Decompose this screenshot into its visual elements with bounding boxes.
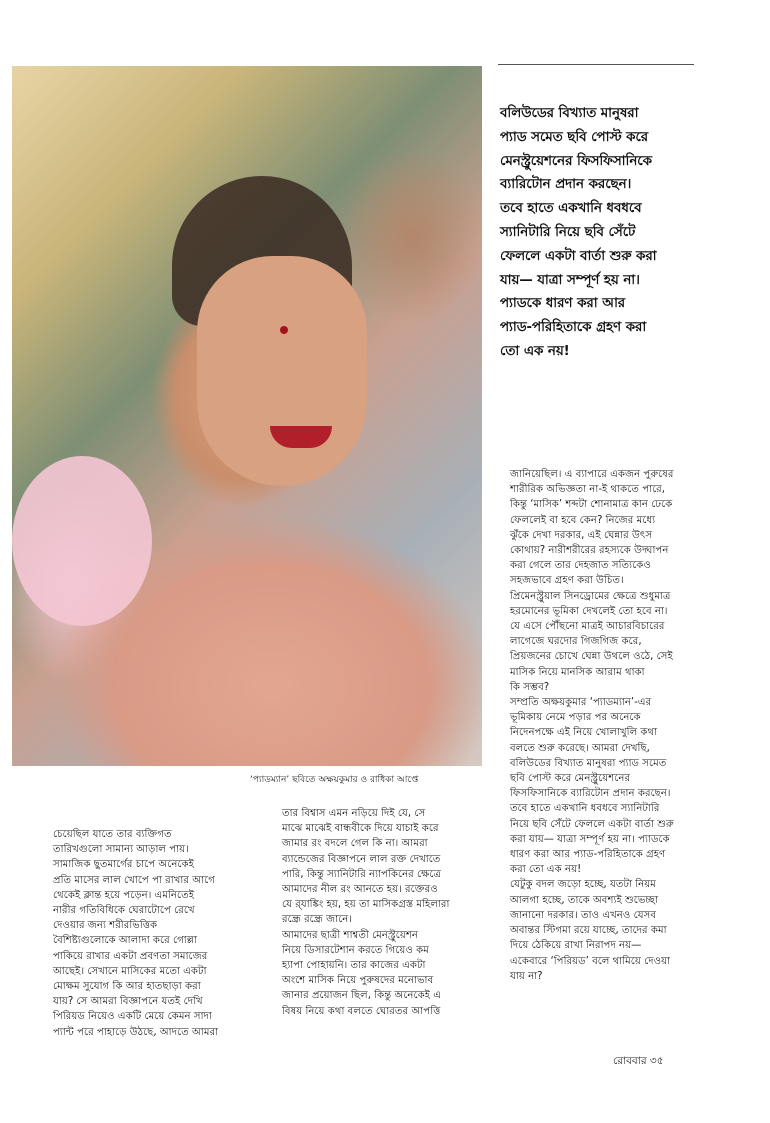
- pull-quote-line: তো এক নয়!: [500, 343, 570, 359]
- column-2-line: পারি, কিন্তু স্যানিটারি ন্যাপকিনের ক্ষেত্রে: [282, 868, 441, 880]
- column-3-line: করা তো এক নয়!: [510, 864, 582, 876]
- pull-quote-line: স্যানিটারি নিয়ে ছবি সেঁটে: [500, 224, 636, 240]
- column-1-line: আছেই। সেখানে মাসিকের মতো একটা: [53, 965, 207, 977]
- column-3-line: সম্প্রতি অক্ষয়কুমার ‘প্যাডম্যান’-এর: [510, 697, 652, 709]
- column-2-line: অংশে মাসিক নিয়ে পুরুষদের মনোভাব: [282, 975, 434, 987]
- pull-quote-line: ফেললে একটা বার্তা শুরু করা: [500, 248, 657, 264]
- column-3-line: হরমোনের ভূমিকা দেখলেই তো হবে না।: [510, 605, 668, 617]
- column-2-line: হ্যাপা পোহায়নি। তার কাজের একটা: [282, 960, 426, 972]
- column-1-line: যায়? সে আমরা বিজ্ঞাপনে যতই দেখি: [53, 996, 203, 1008]
- article-column-1: [53, 827, 273, 1040]
- column-1-line: মোক্ষম সুযোগ কি আর হাতছাড়া করা: [53, 981, 201, 993]
- column-2-line: জামার রং বদলে গেল কি না। আমরা: [282, 838, 428, 850]
- column-3-line: সহজভাবে গ্রহণ করা উচিত।: [510, 575, 624, 587]
- column-3-line: তবে হাতে একখানি ধবধবে স্যানিটারি: [510, 803, 660, 815]
- column-3-line: শারীরিক অভিজ্ঞতা না-ই থাকতে পারে,: [510, 484, 666, 496]
- article-column-2: [282, 806, 497, 1019]
- cotton-candy-shape: [12, 456, 152, 626]
- column-3-line: দিয়ে ঠেকিয়ে রাখা নিরাপদ নয়—: [510, 940, 642, 952]
- column-3-line: প্রিয়জনের চোখে ঘেন্না উথলে ওঠে, সেই: [510, 651, 673, 663]
- article-column-3: [510, 467, 722, 984]
- column-1-line: পিরিয়ড নিয়েও একটি মেয়ে কেমন সাদা: [53, 1011, 212, 1023]
- photo-caption: ‘প্যাডম্যান’ ছবিতে অক্ষয়কুমার ও রাধিকা আপ্তে: [250, 775, 419, 785]
- pull-quote-line: প্যাডকে ধারণ করা আর: [500, 296, 626, 312]
- column-1-line: চেয়েছিল যাতে তার ব্যক্তিগত: [53, 829, 172, 840]
- column-3-line: যায় না?: [510, 970, 543, 982]
- column-3-line: কি সম্ভব?: [510, 681, 550, 693]
- column-3-line: অবান্তর স্টিগমা রয়ে যাচ্ছে, তাদের কমা: [510, 925, 667, 937]
- column-1-line: প্রতি মাসের লাল খোপে পা রাখার আগে: [53, 874, 215, 886]
- column-3-line: লাগেজে ঘরদোর গিজগিজ করে,: [510, 636, 642, 648]
- pull-quote-line: প্যাড সমেত ছবি পোস্ট করে: [500, 129, 649, 145]
- bindi-shape: [280, 326, 288, 334]
- column-3-line: একেবারে ‘পিরিয়ড’ বলে থামিয়ে দেওয়া: [510, 955, 671, 967]
- column-1-line: নারীর গতিবিধিকে ঘেরাটোপে রেখে: [53, 905, 195, 917]
- column-2-line: রন্ধ্রে রন্ধ্রে জানে।: [282, 914, 353, 926]
- pull-quote-line: তবে হাতে একখানি ধবধবে: [500, 201, 642, 217]
- column-1-line: প্যান্ট পরে পাহাড়ে উঠছে, আদতে আমরা: [53, 1026, 219, 1038]
- column-2-line: জানার প্রয়োজন ছিল, কিন্তু অনেকেই এ: [282, 990, 441, 1002]
- column-1-line: দেওয়ার জন্য শরীরভিত্তিক: [53, 920, 158, 932]
- column-3-line: ঝুঁকে দেখা দরকার, এই ঘেন্নার উৎস: [510, 529, 653, 541]
- column-3-line: আলগা হচ্ছে, তাকে অবশ্যই শুভেচ্ছা: [510, 894, 659, 906]
- column-3-line: প্রিমেনস্ট্রুয়াল সিনড্রোমের ক্ষেত্রে শুধুমাত্র: [510, 590, 671, 602]
- pull-quote-rule: [498, 64, 694, 65]
- column-3-line: কোথায়? নারীশরীরের রহস্যকে উদ্ঘাপন: [510, 545, 669, 557]
- column-3-line: জানিয়েছিল। এ ব্যাপারে একজন পুরুষের: [510, 469, 674, 480]
- column-3-line: করা যায়— যাত্রা সম্পূর্ণ হয় না। প্যাডকে: [510, 833, 670, 845]
- column-1-line: তারিখগুলো সামান্য আড়াল পায়।: [53, 844, 189, 856]
- column-2-line: আমাদের নীল রং আনতে হয়। রক্তেরও: [282, 884, 438, 896]
- column-2-line: বিষয় নিয়ে কথা বলতে ঘোরতর আপত্তি: [282, 1005, 441, 1017]
- column-2-line: আমাদের ছাত্রী শাশ্বতী মেনস্ট্রুয়েশন: [282, 929, 418, 941]
- column-2-line: যে র্‍যাঙ্কিং হয়, হয় তা মাসিকগ্রস্ত মহিলারা: [282, 899, 450, 911]
- column-3-line: ভূমিকায় নেমে পড়ার পর অনেকে: [510, 712, 641, 724]
- column-3-line: জানানো দরকার। তাও এখনও যেসব: [510, 909, 656, 921]
- pull-quote-line: প্যাড-পরিহিতাকে গ্রহণ করা: [500, 320, 647, 336]
- page-footer: রোববার ৩৫: [613, 1055, 664, 1067]
- column-3-line: নিয়ে ছবি সেঁটে ফেললে একটা বার্তা শুরু: [510, 818, 674, 830]
- column-3-line: ধারণ করা আর প্যাড-পরিহিতাকে গ্রহণ: [510, 849, 666, 861]
- column-1-line: পাকিয়ে রাখার একটা প্রবণতা সমাজের: [53, 950, 208, 962]
- pull-quote-line: মেনস্ট্রুয়েশনের ফিসফিসানিকে: [500, 153, 652, 169]
- column-2-line: মাঝে মাঝেই বান্ধবীকে দিয়ে যাচাই করে: [282, 823, 439, 835]
- face-shape: [197, 256, 367, 486]
- column-3-line: বলতে শুরু করেছে। আমরা দেখছি,: [510, 742, 650, 754]
- column-3-line: ফেললেই বা হবে কেন? নিজের মধ্যে: [510, 514, 656, 526]
- column-3-line: বলিউডের বিখ্যাত মানুষরা প্যাড সমেত: [510, 757, 667, 769]
- pull-quote-line: ব্যারিটোন প্রদান করছেন।: [500, 177, 632, 193]
- column-2-line: ব্যান্ডেজের বিজ্ঞাপনে লাল রক্ত দেখাতে: [282, 853, 441, 865]
- column-3-line: মাসিক নিয়ে মানসিক আরাম থাকা: [510, 666, 645, 678]
- column-3-line: নিদেনপক্ষে এই নিয়ে খোলাখুলি কথা: [510, 727, 658, 739]
- column-3-line: ফিসফিসানিকে ব্যারিটোন প্রদান করছেন।: [510, 788, 671, 800]
- pull-quote: [500, 102, 700, 364]
- pull-quote-line: যায়— যাত্রা সম্পূর্ণ হয় না।: [500, 272, 640, 288]
- column-2-line: নিয়ে ডিসারটেশান করতে গিয়েও কম: [282, 944, 429, 956]
- column-2-line: তার বিশ্বাস এমন নড়িয়ে দিই যে, সে: [282, 808, 426, 819]
- column-1-line: সামাজিক ছুতমার্গের চাপে অনেকেই: [53, 859, 194, 871]
- article-photo: [12, 66, 482, 766]
- column-1-line: বৈশিষ্ট্যগুলোকে আলাদা করে গোল্লা: [53, 935, 197, 947]
- column-3-line: যে এসে পৌঁছনো মাত্রই আচারবিচারের: [510, 621, 665, 633]
- column-3-line: যেটুকু বদল জড়ো হচ্ছে, যতটা নিয়ম: [510, 879, 656, 891]
- column-1-line: থেকেই ক্লান্ত হয়ে পড়েন। এমনিতেই: [53, 889, 195, 901]
- column-3-line: ছবি পোস্ট করে মেনস্ট্রুয়েশনের: [510, 773, 631, 785]
- column-3-line: করা গেলে তার দেহজাত সত্যিকেও: [510, 560, 651, 572]
- pull-quote-line: বলিউডের বিখ্যাত মানুষরা: [500, 106, 639, 121]
- column-3-line: কিন্তু ‘মাসিক’ শব্দটা শোনামাত্র কান ঢেকে: [510, 499, 673, 511]
